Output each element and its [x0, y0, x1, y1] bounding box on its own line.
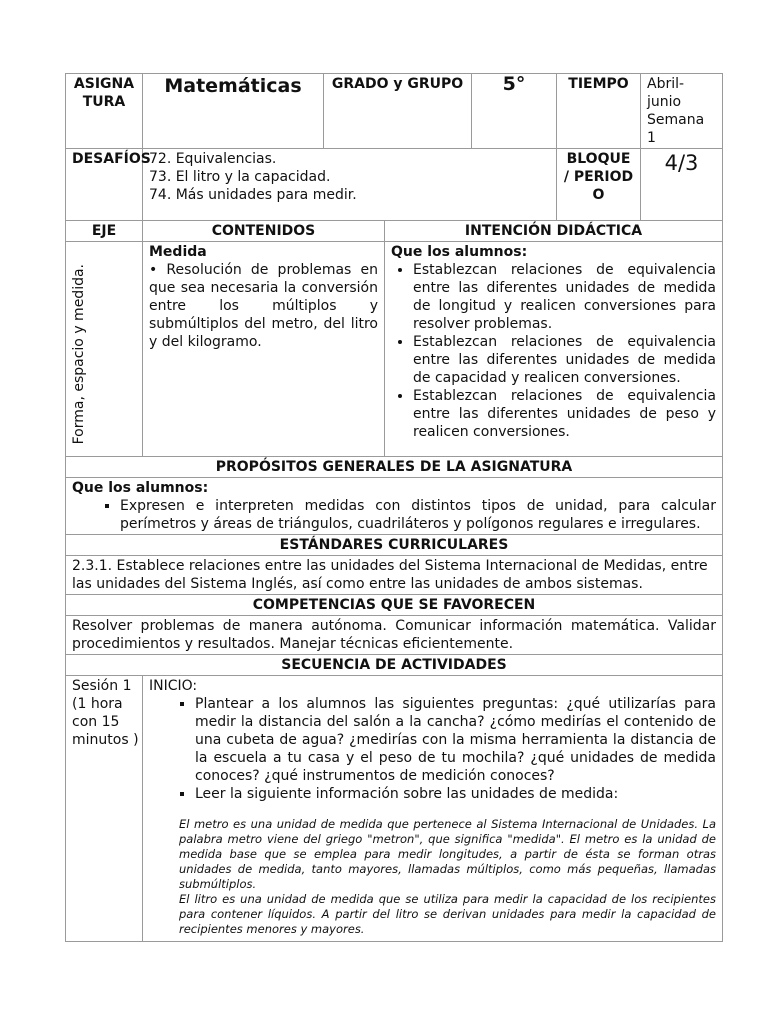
estandares-title-row [66, 535, 723, 556]
tiempo-week: Semana 1 [647, 112, 705, 146]
secuencia-row [66, 676, 723, 942]
intencion-header: INTENCIÓN DIDÁCTICA [385, 221, 723, 242]
contenidos-cell [143, 242, 385, 457]
intencion-cell [385, 242, 723, 457]
desafio-item: 73. El litro y la capacidad. [149, 169, 331, 185]
grado-label: GRADO y GRUPO [324, 74, 472, 149]
eje-cell [66, 242, 143, 457]
header-row [66, 74, 723, 149]
tiempo-label: TIEMPO [557, 74, 641, 149]
secuencia-item: ▪ Plantear a los alumnos las siguientes preguntas: ¿qué utilizarías para medir la distancia del salón a la cancha? ¿cómo medirías el contenido de una cubeta de agua? ¿medirías con la misma herramienta la distancia de la escuela a tu casa y el peso de tu mochila? ¿qué unidades de medida conoces? ¿qué instrumentos de medición conoces? [195, 695, 716, 785]
competencias-title: COMPETENCIAS QUE SE FAVORECEN [66, 595, 723, 616]
eje-value: Forma, espacio y medida. [71, 263, 87, 444]
quote-metro: El metro es una unidad de medida que pertenece al Sistema Internacional de Unidades. La palabra metro viene del griego "metron", que significa "medida". El metro es la unidad de medida base que se emplea para medir longitudes, a partir de ésta se forman otras unidades de medida, tanto mayores, llamadas múltiplos, como más pequeñas, llamadas submúltiplos. [179, 817, 716, 891]
estandares-row [66, 556, 723, 595]
secuencia-item: ▪ Leer la siguiente información sobre las unidades de medida: [195, 785, 716, 803]
asignatura-label: ASIGNATURA [66, 74, 143, 149]
estandares-title: ESTÁNDARES CURRICULARES [66, 535, 723, 556]
propositos-row [66, 478, 723, 535]
propositos-title: PROPÓSITOS GENERALES DE LA ASIGNATURA [66, 457, 723, 478]
intencion-item: • Establezcan relaciones de equivalencia entre las diferentes unidades de medida de capacidad y realicen conversiones. [413, 333, 716, 387]
propositos-title-row [66, 457, 723, 478]
secuencia-title-row [66, 655, 723, 676]
lesson-plan-table [65, 73, 723, 942]
secuencia-list [149, 695, 716, 803]
desafios-list [143, 149, 557, 221]
desafios-label: DESAFÍOS [66, 149, 143, 221]
intencion-list [391, 261, 716, 441]
competencias-text: Resolver problemas de manera autónoma. Comunicar información matemática. Validar procedimientos y resultados. Manejar técnicas eficientemente. [66, 616, 723, 655]
contenidos-text: • Resolución de problemas en que sea necesaria la conversión entre los múltiplos y submúltiplos del metro, del litro y del kilogramo. [149, 262, 378, 350]
inicio-label: INICIO: [149, 678, 198, 694]
secuencia-cell [143, 676, 723, 942]
tiempo-value [641, 74, 723, 149]
secuencia-title: SECUENCIA DE ACTIVIDADES [66, 655, 723, 676]
contenidos-header: CONTENIDOS [143, 221, 385, 242]
columns-header-row [66, 221, 723, 242]
grado-value: 5° [472, 74, 557, 149]
estandares-text: 2.3.1. Establece relaciones entre las unidades del Sistema Internacional de Medidas, entre las unidades del Sistema Inglés, así como entre las unidades de ambos sistemas. [66, 556, 723, 595]
bloque-value: 4/3 [641, 149, 723, 221]
intencion-title: Que los alumnos: [391, 244, 528, 260]
eje-header: EJE [66, 221, 143, 242]
quote-litro: El litro es una unidad de medida que se utiliza para medir la capacidad de los recipientes para contener líquidos. A partir del litro se derivan unidades para medir la capacidad de recipientes menores y mayores. [179, 892, 716, 936]
tiempo-months: Abril-junio [647, 76, 685, 110]
session-cell: Sesión 1 (1 hora con 15 minutos ) [66, 676, 143, 942]
desafios-row [66, 149, 723, 221]
intencion-item: • Establezcan relaciones de equivalencia entre las diferentes unidades de medida de longitud y realicen conversiones para resolver problemas. [413, 261, 716, 333]
asignatura-value: Matemáticas [143, 74, 324, 149]
desafio-item: 74. Más unidades para medir. [149, 187, 357, 203]
propositos-subtitle: Que los alumnos: [72, 480, 209, 496]
propositos-list [72, 497, 716, 533]
competencias-row [66, 616, 723, 655]
contenidos-title: Medida [149, 244, 207, 260]
desafio-item: 72. Equivalencias. [149, 151, 277, 167]
intencion-item: • Establezcan relaciones de equivalencia entre las diferentes unidades de peso y realicen conversiones. [413, 387, 716, 441]
unidades-quote [179, 817, 716, 937]
propositos-cell [66, 478, 723, 535]
propositos-item: ▪ Expresen e interpreten medidas con distintos tipos de unidad, para calcular perímetros y áreas de triángulos, cuadriláteros y polígonos regulares e irregulares. [120, 497, 716, 533]
competencias-title-row [66, 595, 723, 616]
content-row [66, 242, 723, 457]
bloque-label: BLOQUE / PERIODO [557, 149, 641, 221]
